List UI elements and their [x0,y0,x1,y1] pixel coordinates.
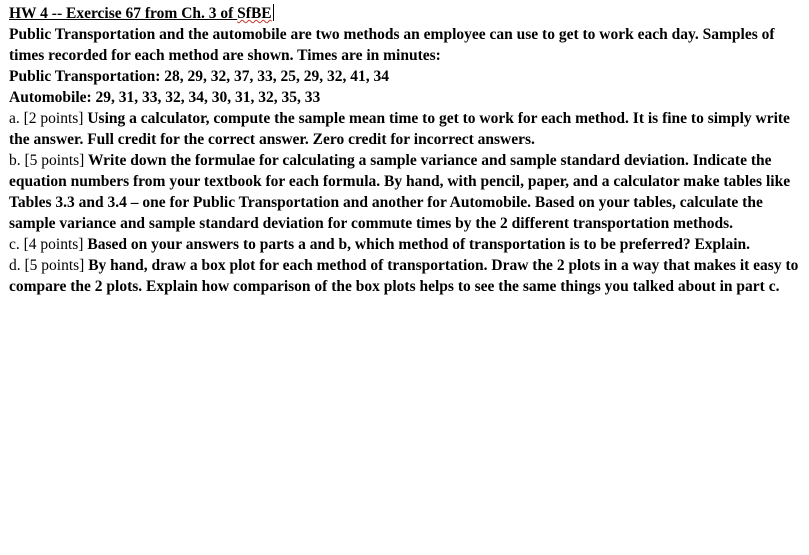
part-b-text: Write down the formulae for calculating a sample variance and sample standard deviation. Indicate the equation numbers from your textbook for each formula. By hand, with pencil, paper, and a calculator make tables like Tables 3.3 and 3.4 – one for Public Transportation and another for Automobile. Based on your tables, calculate the sample variance and sample standard deviation for commute times by the 2 different transportation methods. [9,152,791,232]
part-a-text: Using a calculator, compute the sample mean time to get to work for each method. It is fine to simply write the answer. Full credit for the correct answer. Zero credit for incorrect answers. [9,110,790,148]
question-part-b [9,150,799,234]
part-b-label: b. [5 points] [9,152,85,169]
question-part-a [9,108,799,150]
title-prefix: HW 4 -- Exercise 67 from Ch. 3 of [9,5,238,22]
text-cursor [273,4,274,21]
data-line-automobile: Automobile: 29, 31, 33, 32, 34, 30, 31, 32, 35, 33 [9,89,321,106]
part-a-label: a. [2 points] [9,110,84,127]
title-book-abbrev: SfBE [237,5,272,22]
part-d-label: d. [5 points] [9,257,85,274]
part-c-label: c. [4 points] [9,236,84,253]
question-part-c [9,234,799,255]
part-c-text: Based on your answers to parts a and b, which method of transportation is to be preferred? Explain. [83,236,751,253]
data-line-public-transportation: Public Transportation: 28, 29, 32, 37, 33, 25, 29, 32, 41, 34 [9,68,390,85]
intro-paragraph: Public Transportation and the automobile are two methods an employee can use to get to work each day. Samples of times recorded for each method are shown. Times are in minutes: [9,26,775,64]
part-d-text: By hand, draw a box plot for each method of transportation. Draw the 2 plots in a way that makes it easy to compare the 2 plots. Explain how comparison of the box plots helps to see the same things you talked about in part c. [9,257,799,295]
question-part-d [9,255,799,297]
document-title [9,4,799,24]
